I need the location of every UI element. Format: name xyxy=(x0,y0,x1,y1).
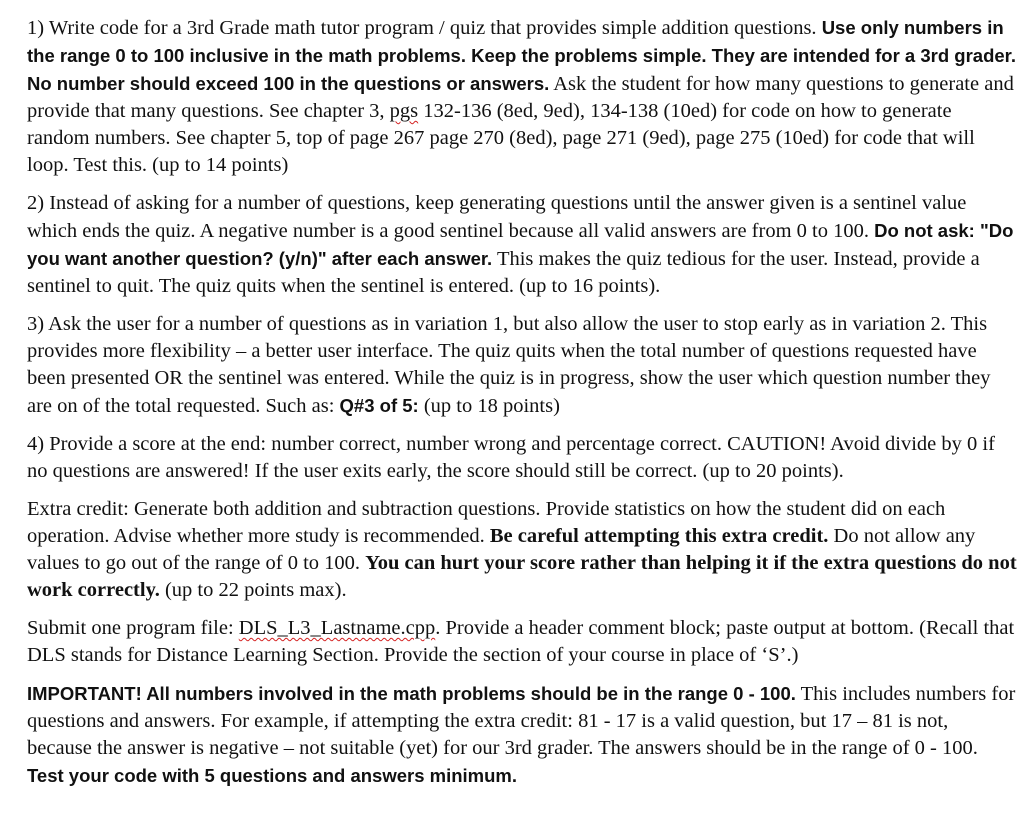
extra-credit-warning: Be careful attempting this extra credit. xyxy=(489,525,829,547)
req2-text-end: This makes the quiz tedious for the user. Instead, provide a sentinel to quit. The quiz quits when the sentinel is entered. (up to 16 points). xyxy=(27,248,980,297)
requirement-1 xyxy=(27,14,1017,179)
req2-no-prompt-rule: Do not ask: "Do you want another question? (y/n)" after each answer. xyxy=(27,220,1014,269)
requirement-2 xyxy=(27,190,1017,300)
req1-spellcheck-word: pgs xyxy=(389,100,419,122)
extra-credit-intro: Extra credit: Generate both addition and subtraction questions. Provide statistics on how the student did on each operation. Advise whether more study is recommended. xyxy=(27,498,946,547)
extra-credit-range: Do not allow any values to go out of the range of 0 to 100. xyxy=(27,525,976,574)
req3-intro: 3) Ask the user for a number of questions as in variation 1, but also allow the user to stop early as in variation 2. This provides more flexibility – a better user interface. The quiz quits when the total number of questions requested have been presented OR the sentinel was entered. While the quiz is in progress, show the user which question number they are on of the total requested. Such as: xyxy=(27,313,991,417)
req3-example: Q#3 of 5: xyxy=(339,395,419,416)
req1-range-rule: Use only numbers in the range 0 to 100 inclusive in the math problems. Keep the problems simple. They are intended for a 3rd grader. No number should exceed 100 in the questions or answers. xyxy=(27,17,1016,94)
req1-intro: 1) Write code for a 3rd Grade math tutor program / quiz that provides simple addition questions. xyxy=(27,17,822,39)
assignment-document xyxy=(27,14,1017,801)
submission-filename: DLS_L3_Lastname.cpp xyxy=(238,617,436,639)
req4-text: 4) Provide a score at the end: number correct, number wrong and percentage correct. CAUTION! Avoid divide by 0 if no questions are answered! If the user exits early, the score should still be correct. (up to 20 points). xyxy=(27,433,995,482)
submission-instructions xyxy=(27,615,1017,669)
submission-text-end: . Provide a header comment block; paste output at bottom. (Recall that DLS stands for Distance Learning Section. Provide the section of your course in place of ‘S’.) xyxy=(27,617,1015,666)
important-test-rule: Test your code with 5 questions and answers minimum. xyxy=(27,765,518,786)
requirement-3 xyxy=(27,311,1017,420)
important-text: This includes numbers for questions and answers. For example, if attempting the extra credit: 81 - 17 is a valid question, but 17 – 81 is not, because the answer is negative – not suitable (yet) for our 3rd grader. The answers should be in the range of 0 - 100. xyxy=(27,683,1016,759)
extra-credit xyxy=(27,496,1017,604)
requirement-4 xyxy=(27,431,1017,485)
extra-credit-caution: You can hurt your score rather than helping it if the extra questions do not work correctly. xyxy=(27,552,1017,601)
req3-text-end: (up to 18 points) xyxy=(418,395,560,417)
extra-credit-points: (up to 22 points max). xyxy=(159,579,347,601)
req2-intro: 2) Instead of asking for a number of questions, keep generating questions until the answer given is a sentinel value which ends the quiz. A negative number is a good sentinel because all valid answers are from 0 to 100. xyxy=(27,192,967,242)
submission-intro: Submit one program file: xyxy=(27,617,239,639)
req1-text-end: 132-136 (8ed, 9ed), 134-138 (10ed) for code on how to generate random numbers. See chapter 5, top of page 267 page 270 (8ed), page 271 (9ed), page 275 (10ed) for code that will loop. Test this. (up to 14 points) xyxy=(27,100,975,176)
important-heading: IMPORTANT! All numbers involved in the math problems should be in the range 0 - 100. xyxy=(27,683,796,704)
important-note xyxy=(27,680,1017,790)
req1-text: Ask the student for how many questions to generate and provide that many questions. See chapter 3, xyxy=(27,73,1014,122)
